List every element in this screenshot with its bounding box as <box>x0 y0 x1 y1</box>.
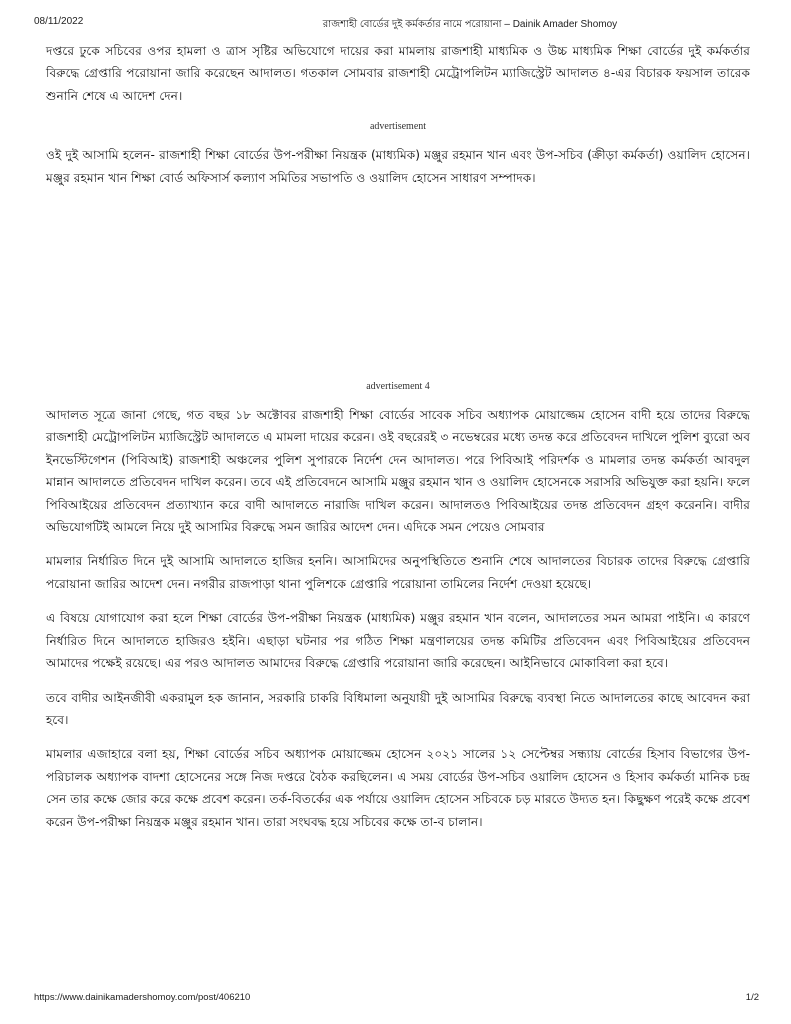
page-title: রাজশাহী বোর্ডের দুই কর্মকর্তার নামে পরোয়ানা – Dainik Amader Shomoy <box>322 19 618 30</box>
article-paragraph-2: ওই দুই আসামি হলেন- রাজশাহী শিক্ষা বোর্ডের উপ-পরীক্ষা নিয়ন্ত্রক (মাধ্যমিক) মঞ্জুর রহমান খান এবং উপ-সচিব (ক্রীড়া কর্মকর্তা) ওয়ালিদ হোসেন। মঞ্জুর রহমান খান শিক্ষা বোর্ড অফিসার্স কল্যাণ সমিতির সভাপতি ও ওয়ালিদ হোসেন সাধারণ সম্পাদক। <box>46 148 750 185</box>
advertisement-label: advertisement <box>369 121 427 133</box>
page-number: 1/2 <box>745 992 759 1003</box>
article-paragraph-3: আদালত সূত্রে জানা গেছে, গত বছর ১৮ অক্টোবর রাজশাহী শিক্ষা বোর্ডের সাবেক সচিব অধ্যাপক মোয়াজ্জেম হোসেন বাদী হয়ে তাদের বিরুদ্ধে রাজশাহী মেট্রোপলিটন ম্যাজিস্ট্রেট আদালতে এ মামলা দায়ের করেন। ওই বছরেরই ৩ নভেম্বরের মধ্যে তদন্ত করে প্রতিবেদন দাখিলে পুলিশ ব্যুরো অব ইনভেস্টিগেশন (পিবিআই) রাজশাহী অঞ্চলের পুলিশ সুপারকে নির্দেশ দেন আদালত। পরে পিবিআই পরিদর্শক ও মামলার তদন্ত কর্মকর্তা আবদুল মান্নান আদালতে প্রতিবেদন দাখিল করেন। তবে এই প্রতিবেদনে আসামি মঞ্জুর রহমান খান ও ওয়ালিদ হোসেনকে সরাসরি অভিযুক্ত করা হয়নি। ফলে পিবিআইয়ের প্রতিবেদন প্রত্যাখ্যান করে বাদী আদালতে নারাজি দাখিল করেন। আদালতও পিবিআইয়ের তদন্ত প্রতিবেদন গ্রহণ করেননি। বাদীর অভিযোগটিই আমলে নিয়ে দুই আসামির বিরুদ্ধে সমন জারির আদেশ দেন। এদিকে সমন পেয়েও সোমবার <box>46 408 751 535</box>
article-paragraph-7: মামলার এজাহারে বলা হয়, শিক্ষা বোর্ডের সচিব অধ্যাপক মোয়াজ্জেম হোসেন ২০২১ সালের ১২ সেপ্টেম্বর সন্ধ্যায় বোর্ডের হিসাব বিভাগের উপ-পরিচালক অধ্যাপক বাদশা হোসেনের সঙ্গে নিজ দপ্তরে বৈঠক করছিলেন। এ সময় বোর্ডের উপ-সচিব ওয়ালিদ হোসেন ও হিসাব কর্মকর্তা মানিক চন্দ্র সেন তার কক্ষে জোর করে কক্ষে প্রবেশ করেন। তর্ক-বিতর্কের এক পর্যায়ে ওয়ালিদ হোসেন সচিবকে চড় মারতে উদ্যত হন। কিছুক্ষণ পরেই কক্ষে প্রবেশ করেন উপ-পরীক্ষা নিয়ন্ত্রক মঞ্জুর রহমান খান। তারা সংঘবদ্ধ হয়ে সচিবের কক্ষে তা-ব চালান। <box>46 747 750 829</box>
article-paragraph-5: এ বিষয়ে যোগাযোগ করা হলে শিক্ষা বোর্ডের উপ-পরীক্ষা নিয়ন্ত্রক (মাধ্যমিক) মঞ্জুর রহমান খান বলেন, আদালতের সমন আমরা পাইনি। এ কারণে নির্ধারিত দিনে আদালতে হাজিরও হইনি। এছাড়া ঘটনার পর গঠিত শিক্ষা মন্ত্রণালয়ের তদন্ত কমিটির প্রতিবেদন এবং পিবিআইয়ের প্রতিবেদন আমাদের পক্ষেই রয়েছে। এর পরও আদালত আমাদের বিরুদ্ধে গ্রেপ্তারি পরোয়ানা জারি করেছেন। আইনিভাবে মোকাবিলা করা হবে। <box>46 611 750 671</box>
print-date: 08/11/2022 <box>34 16 84 27</box>
article-paragraph-6: তবে বাদীর আইনজীবী একরামুল হক জানান, সরকারি চাকরি বিধিমালা অনুযায়ী দুই আসামির বিরুদ্ধে ব্যবস্থা নিতে আদালতের কাছে আবেদন করা হবে। <box>46 690 750 727</box>
article-paragraph-1: দপ্তরে ঢুকে সচিবের ওপর হামলা ও ত্রাস সৃষ্টির অভিযোগে দায়ের করা মামলায় রাজশাহী মাধ্যমিক ও উচ্চ মাধ্যমিক শিক্ষা বোর্ডের দুই কর্মকর্তার বিরুদ্ধে গ্রেপ্তারি পরোয়ানা জারি করেছেন আদালত। গতকাল সোমবার রাজশাহী মেট্রোপলিটন ম্যাজিস্ট্রেট আদালত ৪-এর বিচারক ফয়সাল তারেক শুনানি শেষে এ আদেশ দেন। <box>46 44 750 103</box>
advertisement-4-label: advertisement 4 <box>366 381 430 393</box>
page-url: https://www.dainikamadershomoy.com/post/406210 <box>34 992 251 1003</box>
article-body <box>46 40 750 833</box>
article-paragraph-4: মামলার নির্ধারিত দিনে দুই আসামি আদালতে হাজির হননি। আসামিদের অনুপস্থিতিতে শুনানি শেষে আদালতের বিচারক তাদের বিরুদ্ধে গ্রেপ্তারি পরোয়ানা জারির আদেশ দেন। নগরীর রাজপাড়া থানা পুলিশকে গ্রেপ্তারি পরোয়ানা তামিলের নির্দেশ দেওয়া হয়েছে। <box>46 554 750 591</box>
